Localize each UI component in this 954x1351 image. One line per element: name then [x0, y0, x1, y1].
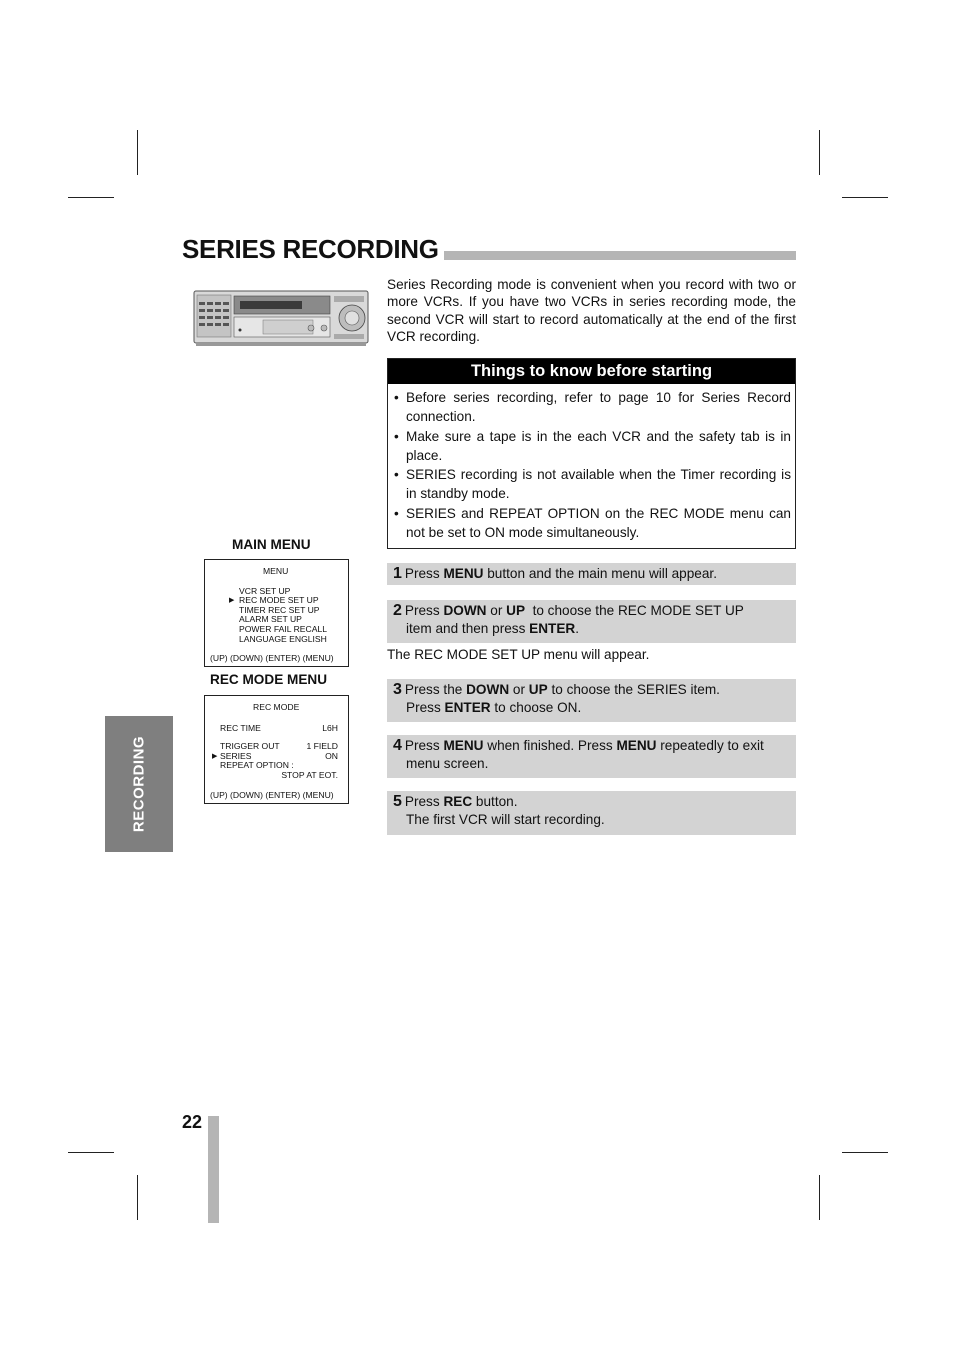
rec-mode-menu-screen [204, 695, 349, 804]
main-menu-label: MAIN MENU [232, 537, 311, 552]
step-number: 4 [393, 737, 402, 754]
crop-mark [68, 197, 114, 198]
crop-mark [819, 1175, 820, 1220]
list-item: • SERIES and REPEAT OPTION on the REC MODE menu can not be set to ON mode simultaneously. [406, 504, 791, 543]
crop-mark [842, 197, 888, 198]
step-3: 3 Press the DOWN or UP to choose the SERIES item. Press ENTER to choose ON. [387, 679, 796, 722]
things-heading: Things to know before starting [388, 359, 795, 384]
menu-item: SERIES [220, 751, 252, 761]
crop-mark [842, 1152, 888, 1153]
menu-item: REC MODE SET UP [239, 595, 319, 605]
main-menu-screen [204, 559, 349, 667]
step-number: 2 [393, 602, 402, 619]
things-list [388, 384, 795, 542]
menu-title: MENU [263, 566, 289, 576]
menu-item: POWER FAIL RECALL [239, 624, 328, 634]
menu-footer: (UP) (DOWN) (ENTER) (MENU) [210, 653, 334, 663]
menu-value: 1 FIELD [306, 741, 338, 751]
menu-footer: (UP) (DOWN) (ENTER) (MENU) [210, 790, 334, 800]
menu-value: STOP AT EOT. [281, 770, 338, 780]
menu-item: VCR SET UP [239, 586, 291, 596]
things-to-know-box [387, 358, 796, 549]
side-tab-label: RECORDING [130, 735, 148, 833]
step-2-note: The REC MODE SET UP menu will appear. [387, 647, 650, 662]
menu-value: ON [325, 751, 338, 761]
title-rule [444, 251, 796, 260]
page-title: SERIES RECORDING [182, 234, 439, 264]
rec-mode-menu-label: REC MODE MENU [210, 672, 328, 687]
menu-title: REC MODE [253, 702, 300, 712]
crop-mark [137, 130, 138, 175]
step-number: 5 [393, 793, 402, 810]
step-4: 4 Press MENU when finished. Press MENU repeatedly to exit menu screen. [387, 735, 796, 778]
list-item: • SERIES recording is not available when the Timer recording is in standby mode. [406, 465, 791, 504]
menu-item: TRIGGER OUT [220, 741, 280, 751]
menu-item: REPEAT OPTION : [220, 760, 294, 770]
list-item: • Make sure a tape is in the each VCR and the safety tab is in place. [406, 427, 791, 466]
menu-item: TIMER REC SET UP [239, 605, 320, 615]
menu-item: ALARM SET UP [239, 614, 302, 624]
intro-paragraph: Series Recording mode is convenient when you record with two or more VCRs. If you have two VCRs in series recording mode, the second VCR will start to record automatically at the end of the first VCR recording. [387, 277, 796, 344]
menu-item: REC TIME [220, 723, 261, 733]
crop-mark [819, 130, 820, 175]
step-number: 1 [393, 565, 402, 582]
section-side-tab [105, 716, 173, 852]
vcr-illustration [193, 290, 369, 348]
step-5: 5 Press REC button. The first VCR will start recording. [387, 791, 796, 835]
page-number-bar [208, 1116, 219, 1223]
list-item: • Before series recording, refer to page 10 for Series Record connection. [406, 388, 791, 427]
menu-item: LANGUAGE ENGLISH [239, 634, 327, 644]
cursor-arrow-icon: ▶ [229, 597, 235, 604]
step-number: 3 [393, 681, 402, 698]
crop-mark [68, 1152, 114, 1153]
step-2: 2 Press DOWN or UP to choose the REC MODE SET UP item and then press ENTER. [387, 600, 796, 643]
menu-value: L6H [322, 723, 338, 733]
cursor-arrow-icon: ▶ [212, 753, 218, 760]
step-1: 1 Press MENU button and the main menu will appear. [387, 563, 796, 585]
page-number: 22 [182, 1112, 203, 1132]
crop-mark [137, 1175, 138, 1220]
